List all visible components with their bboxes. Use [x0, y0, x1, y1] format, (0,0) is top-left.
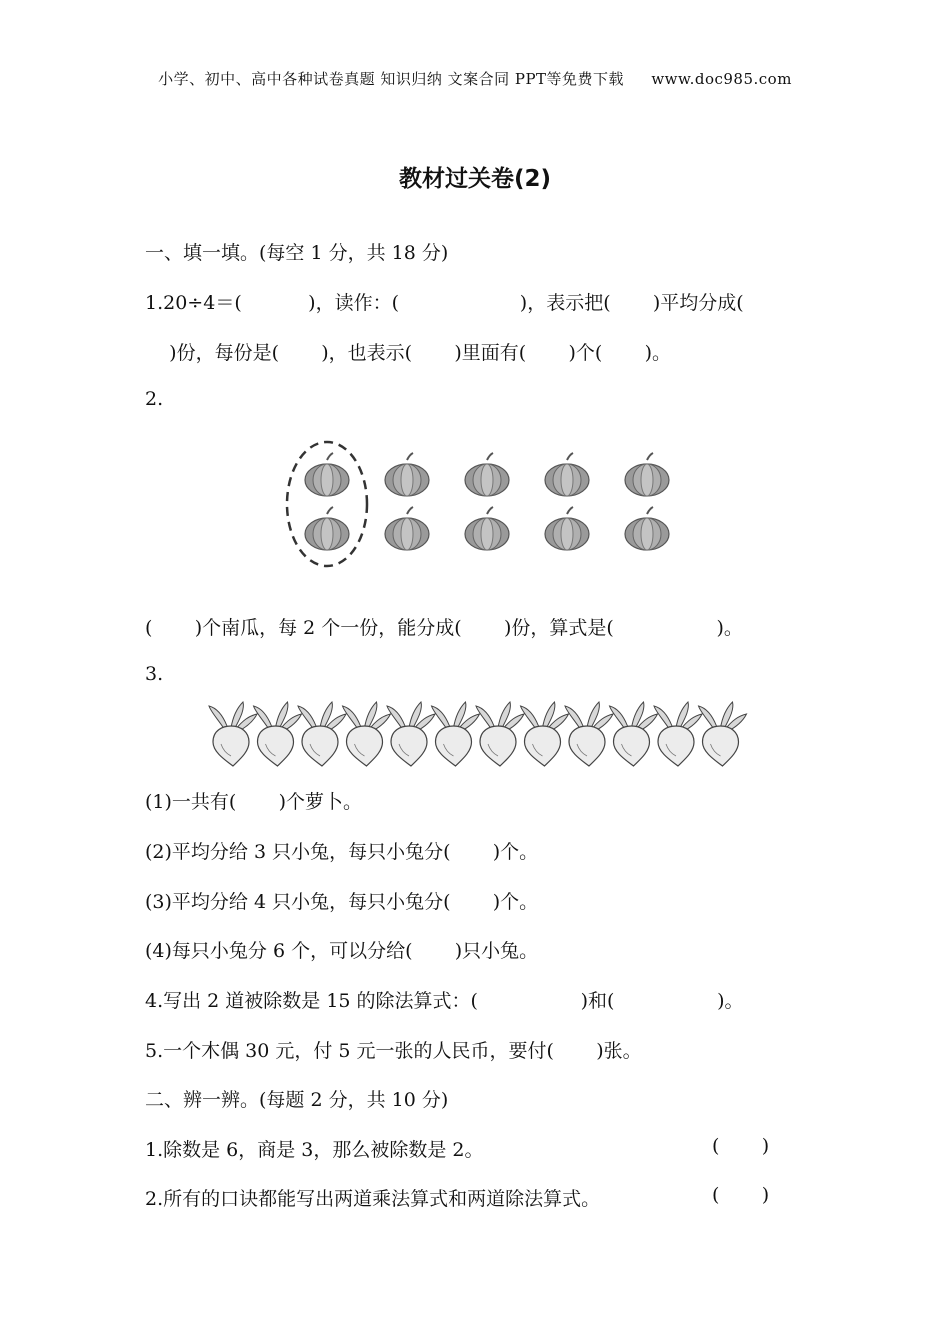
radish-icon [209, 702, 257, 766]
page-title: 教材过关卷(2) [398, 166, 552, 192]
s2-q1: 1.除数是 6，商是 3，那么被除数是 2。 [145, 1139, 484, 1161]
radish-icon [387, 702, 435, 766]
q3-sub2: (2)平均分给 3 只小兔，每只小兔分( )个。 [145, 841, 539, 863]
pumpkin-figure [270, 432, 690, 577]
radish-icon [699, 702, 747, 766]
pumpkin-icon [625, 453, 669, 496]
pumpkin-icon [545, 507, 589, 550]
q1-line2: )份，每份是( )，也表示( )里面有( )个( )。 [145, 342, 671, 364]
pumpkin-icon [465, 507, 509, 550]
q3-label: 3. [145, 663, 164, 685]
radish-icon [343, 702, 391, 766]
radish-icon [610, 702, 658, 766]
q3-sub3: (3)平均分给 4 只小兔，每只小兔分( )个。 [145, 891, 539, 913]
s2-q2: 2.所有的口诀都能写出两道乘法算式和两道除法算式。 [145, 1188, 601, 1210]
q2-text: ( )个南瓜，每 2 个一份，能分成( )份，算式是( )。 [145, 617, 743, 639]
pumpkin-icon [385, 453, 429, 496]
q3-sub4: (4)每只小兔分 6 个，可以分给( )只小兔。 [145, 940, 539, 962]
radish-figure [205, 700, 750, 770]
radish-icon [654, 702, 702, 766]
pumpkin-icon [305, 507, 349, 550]
radish-icon [565, 702, 613, 766]
pumpkin-icon [625, 507, 669, 550]
radish-icon [298, 702, 346, 766]
radish-icon [476, 702, 524, 766]
pumpkin-icon [465, 453, 509, 496]
q5: 5.一个木偶 30 元，付 5 元一张的人民币，要付( )张。 [145, 1040, 642, 1062]
section2-heading: 二、辨一辨。(每题 2 分，共 10 分) [145, 1089, 449, 1111]
q3-sub1: (1)一共有( )个萝卜。 [145, 791, 363, 813]
s2-q1-blank: ( ) [712, 1135, 770, 1157]
header-url: www.doc985.com [651, 70, 792, 88]
radish-icon [432, 702, 480, 766]
radish-icon [521, 702, 569, 766]
section1-heading: 一、填一填。(每空 1 分，共 18 分) [145, 242, 449, 264]
radish-icon [254, 702, 302, 766]
s2-q2-blank: ( ) [712, 1184, 770, 1206]
pumpkin-icon [545, 453, 589, 496]
pumpkin-icon [305, 453, 349, 496]
q2-label: 2. [145, 388, 164, 410]
header-text: 小学、初中、高中各种试卷真题 知识归纳 文案合同 PPT等免费下载 [158, 70, 625, 88]
q4: 4.写出 2 道被除数是 15 的除法算式：( )和( )。 [145, 990, 744, 1012]
pumpkin-icon [385, 507, 429, 550]
page-header [0, 68, 950, 89]
q1-line1: 1.20÷4＝( )，读作：( )，表示把( )平均分成( [145, 292, 744, 314]
